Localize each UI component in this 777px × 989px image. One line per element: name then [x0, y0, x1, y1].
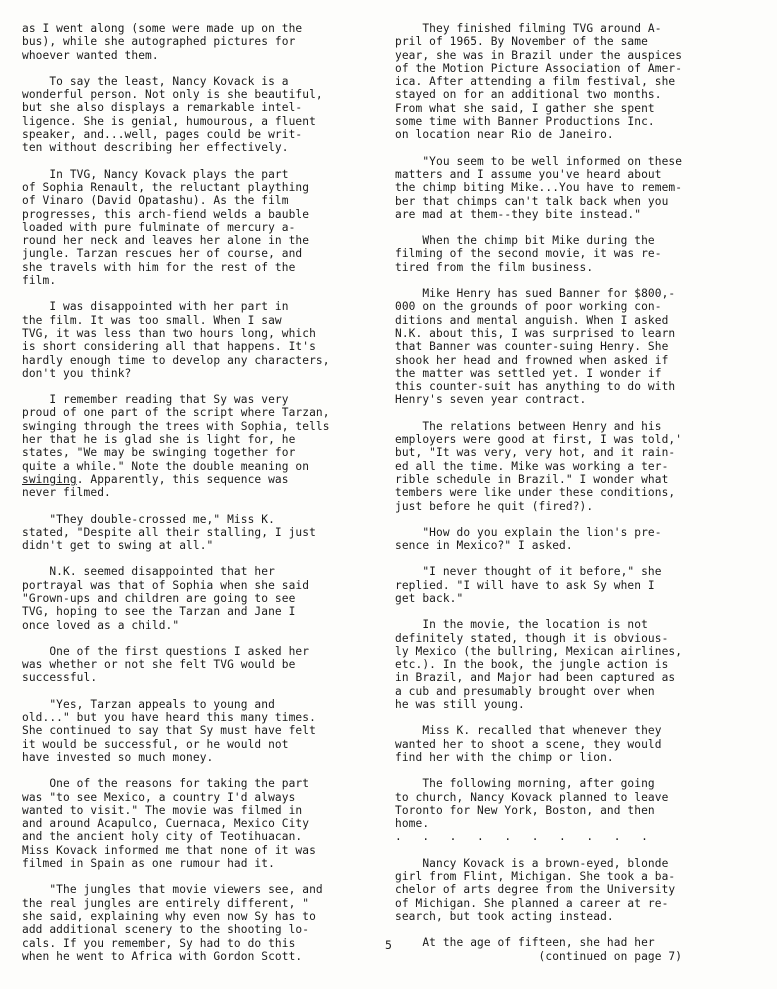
text-line: ly Mexico (the bullring, Mexican airlines, — [395, 644, 683, 658]
text-line: . . . . . . . . . . — [395, 830, 648, 844]
text-line: When the chimp bit Mike during the — [395, 234, 655, 248]
text-line: From what she said, I gather she spent — [395, 101, 655, 115]
text-line: of the Motion Picture Association of Amer- — [395, 61, 683, 75]
text-line: she travels with him for the rest of the — [22, 260, 296, 274]
text-line: was "to see Mexico, a country I'd always — [22, 790, 296, 804]
text-line: that Banner was counter-suing Henry. She — [395, 340, 669, 354]
text-line: They finished filming TVG around A- — [395, 22, 662, 35]
paragraph — [22, 777, 372, 870]
text-line: The relations between Henry and his — [395, 419, 662, 433]
text-line: "How do you explain the lion's pre- — [395, 525, 662, 539]
text-line: swinging through the trees with Sophia, tells — [22, 419, 330, 433]
paragraph — [395, 857, 755, 923]
paragraph — [22, 168, 372, 288]
text-line: chelor of arts degree from the University — [395, 883, 676, 897]
text-line: of Sophia Renault, the reluctant plaything — [22, 180, 310, 194]
text-line: don't you think? — [22, 366, 132, 380]
text-line: etc.). In the book, the jungle action is — [395, 658, 669, 672]
text-line: N.K. about this, I was surprised to learn — [395, 326, 676, 340]
text-line: add additional scenery to the shooting lo- — [22, 923, 310, 937]
underlined-word: swinging — [22, 472, 77, 486]
text-line: states, "We may be swinging together for — [22, 446, 296, 460]
text-line: the chimp biting Mike...You have to remem- — [395, 181, 683, 195]
text-line: replied. "I will have to ask Sy when I — [395, 578, 655, 592]
text-line: One of the first questions I asked her — [22, 644, 310, 658]
text-line: Mike Henry has sued Banner for $800,- — [395, 287, 676, 301]
text-line: search, but took acting instead. — [395, 909, 614, 923]
text-line: jungle. Tarzan rescues her of course, and — [22, 247, 303, 261]
text-line: Toronto for New York, Boston, and then — [395, 803, 655, 817]
text-line: it would be successful, or he would not — [22, 737, 289, 751]
text-line: hardly enough time to develop any characters, — [22, 353, 330, 367]
paragraph — [395, 22, 755, 142]
text-line: Henry's seven year contract. — [395, 393, 587, 407]
paragraph — [22, 565, 372, 631]
text-line: wanted her to shoot a scene, they would — [395, 737, 662, 751]
text-line: ber that chimps can't talk back when you — [395, 194, 669, 208]
text-line: "The jungles that movie viewers see, and — [22, 883, 323, 897]
text-line: matters and I assume you've heard about — [395, 167, 662, 181]
text-line: ditions and mental anguish. When I asked — [395, 313, 669, 327]
text-line: didn't get to swing at all." — [22, 539, 214, 553]
text-line: filmed in Spain as one rumour had it. — [22, 857, 275, 871]
text-line: In the movie, the location is not — [395, 618, 648, 632]
text-line: "They double-crossed me," Miss K. — [22, 512, 275, 526]
text-line: cals. If you remember, Sy had to do this — [22, 936, 296, 950]
paragraph — [395, 234, 755, 274]
text-line: as I went along (some were made up on the — [22, 22, 303, 35]
right-column — [395, 22, 755, 976]
text-line: but, "It was very, very hot, and it rain- — [395, 446, 676, 460]
text-line: tembers were like under these conditions, — [395, 486, 676, 500]
text-line: ed all the time. Mike was working a ter- — [395, 459, 669, 473]
text-line: I remember reading that Sy was very — [22, 393, 289, 407]
text-line: the matter was settled yet. I wonder if — [395, 366, 662, 380]
text-line: TVG, it was less than two hours long, which — [22, 326, 316, 340]
text-line: is short considering all that happens. It's — [22, 340, 316, 354]
text-line: The following morning, after going — [395, 777, 655, 791]
text-line: To say the least, Nancy Kovack is a — [22, 74, 289, 88]
paragraph — [395, 618, 755, 711]
text-line: tired from the film business. — [395, 260, 594, 274]
text-line: rible schedule in Brazil." I wonder what — [395, 472, 669, 486]
text-line: I was disappointed with her part in — [22, 300, 289, 314]
text-line: stated, "Despite all their stalling, I just — [22, 525, 316, 539]
paragraph — [395, 565, 755, 605]
text-line: N.K. seemed disappointed that her — [22, 565, 275, 579]
text-line: of Michigan. She planned a career at re- — [395, 896, 669, 910]
text-line: the film. It was too small. When I saw — [22, 313, 282, 327]
text-line: was whether or not she felt TVG would be — [22, 658, 296, 672]
text-line: this counter-suit has anything to do with — [395, 380, 676, 394]
text-line: ligence. She is genial, humourous, a fluent — [22, 114, 316, 128]
paragraph — [22, 393, 372, 499]
paragraph — [22, 300, 372, 380]
paragraph — [22, 513, 372, 553]
text-line: her that he is glad she is light for, he — [22, 433, 296, 447]
text-line: a cub and presumably brought over when — [395, 684, 655, 698]
text-line: film. — [22, 274, 57, 288]
text-line: She continued to say that Sy must have felt — [22, 724, 316, 738]
text-line: he was still young. — [395, 698, 525, 712]
text-line: some time with Banner Productions Inc. — [395, 115, 655, 129]
text-line: ica. After attending a film festival, she — [395, 75, 676, 89]
text-line: year, she was in Brazil under the auspices — [395, 48, 683, 62]
text-line: One of the reasons for taking the part — [22, 777, 310, 791]
paragraph — [22, 645, 372, 685]
left-column — [22, 22, 372, 976]
text-line: but she also displays a remarkable intel- — [22, 101, 303, 115]
text-line — [22, 473, 372, 486]
paragraph — [395, 155, 755, 221]
paragraph — [22, 22, 372, 62]
text-line: when he went to Africa with Gordon Scott. — [22, 949, 303, 963]
text-line: filming of the second movie, it was re- — [395, 247, 662, 261]
text-line: Miss K. recalled that whenever they — [395, 724, 662, 738]
text-line: home. — [395, 817, 430, 831]
text-line: the real jungles are entirely different, " — [22, 896, 310, 910]
paragraph — [395, 526, 755, 553]
text-line: speaker, and...well, pages could be writ- — [22, 128, 303, 142]
text-line: proud of one part of the script where Tarzan, — [22, 406, 330, 420]
text-line: whoever wanted them. — [22, 48, 159, 62]
text-line: 000 on the grounds of poor working con- — [395, 300, 662, 314]
text-line: old..." but you have heard this many times. — [22, 711, 316, 725]
page-number: 5 — [385, 938, 392, 952]
text-line: Miss Kovack informed me that none of it was — [22, 843, 316, 857]
text-line: get back." — [395, 591, 464, 605]
text-line: TVG, hoping to see the Tarzan and Jane I — [22, 605, 296, 619]
text-line: Nancy Kovack is a brown-eyed, blonde — [395, 856, 669, 870]
text-line: once loved as a child." — [22, 618, 180, 632]
text-line: In TVG, Nancy Kovack plays the part — [22, 167, 289, 181]
text-line: quite a while." Note the double meaning on — [22, 459, 310, 473]
text-line: employers were good at first, I was told,' — [395, 433, 683, 447]
paragraph — [395, 777, 755, 843]
text-line: shook her head and frowned when asked if — [395, 353, 669, 367]
text-line: never filmed. — [22, 486, 111, 500]
text-line: progresses, this arch-fiend welds a bauble — [22, 207, 310, 221]
text-line: wanted to visit." The movie was filmed in — [22, 803, 303, 817]
text-line: definitely stated, though it is obvious- — [395, 631, 669, 645]
text-line: "I never thought of it before," she — [395, 565, 662, 579]
text-line: sence in Mexico?" I asked. — [395, 539, 573, 553]
text-line: round her neck and leaves her alone in the — [22, 234, 310, 248]
text-line: find her with the chimp or lion. — [395, 750, 614, 764]
text-line: "Yes, Tarzan appeals to young and — [22, 697, 275, 711]
text-line: and the ancient holy city of Teotihuacan. — [22, 830, 303, 844]
text-line: of Vinaro (David Opatashu). As the film — [22, 194, 289, 208]
text-line: girl from Flint, Michigan. She took a ba- — [395, 870, 676, 884]
text-line: successful. — [22, 671, 98, 685]
text-line: have invested so much money. — [22, 750, 214, 764]
text-line: wonderful person. Not only is she beautiful, — [22, 88, 323, 102]
text-line: on location near Rio de Janeiro. — [395, 128, 614, 142]
text-line: loaded with pure fulminate of mercury a- — [22, 220, 296, 234]
text-line: portrayal was that of Sophia when she said — [22, 578, 310, 592]
text-line: and around Acapulco, Cuernaca, Mexico City — [22, 817, 310, 831]
text-line: (continued on page 7) — [395, 949, 683, 963]
text-line: bus), while she autographed pictures for — [22, 35, 296, 49]
text-line: "You seem to be well informed on these — [395, 154, 683, 168]
text-line: just before he quit (fired?). — [395, 499, 594, 513]
paragraph — [395, 420, 755, 513]
text-line: she said, explaining why even now Sy has to — [22, 909, 316, 923]
text-line: "Grown-ups and children are going to see — [22, 591, 296, 605]
text-fragment: . Apparently, this sequence was — [76, 472, 289, 486]
text-line: At the age of fifteen, she had her — [395, 936, 655, 950]
text-line: are mad at them--they bite instead." — [395, 207, 642, 221]
text-line: pril of 1965. By November of the same — [395, 35, 648, 49]
text-line: in Brazil, and Major had been captured as — [395, 671, 676, 685]
text-line: ten without describing her effectively. — [22, 141, 289, 155]
text-line: stayed on for an additional two months. — [395, 88, 662, 102]
paragraph — [22, 75, 372, 155]
text-line: to church, Nancy Kovack planned to leave — [395, 790, 669, 804]
paragraph — [395, 724, 755, 764]
paragraph — [22, 698, 372, 764]
paragraph — [395, 287, 755, 407]
